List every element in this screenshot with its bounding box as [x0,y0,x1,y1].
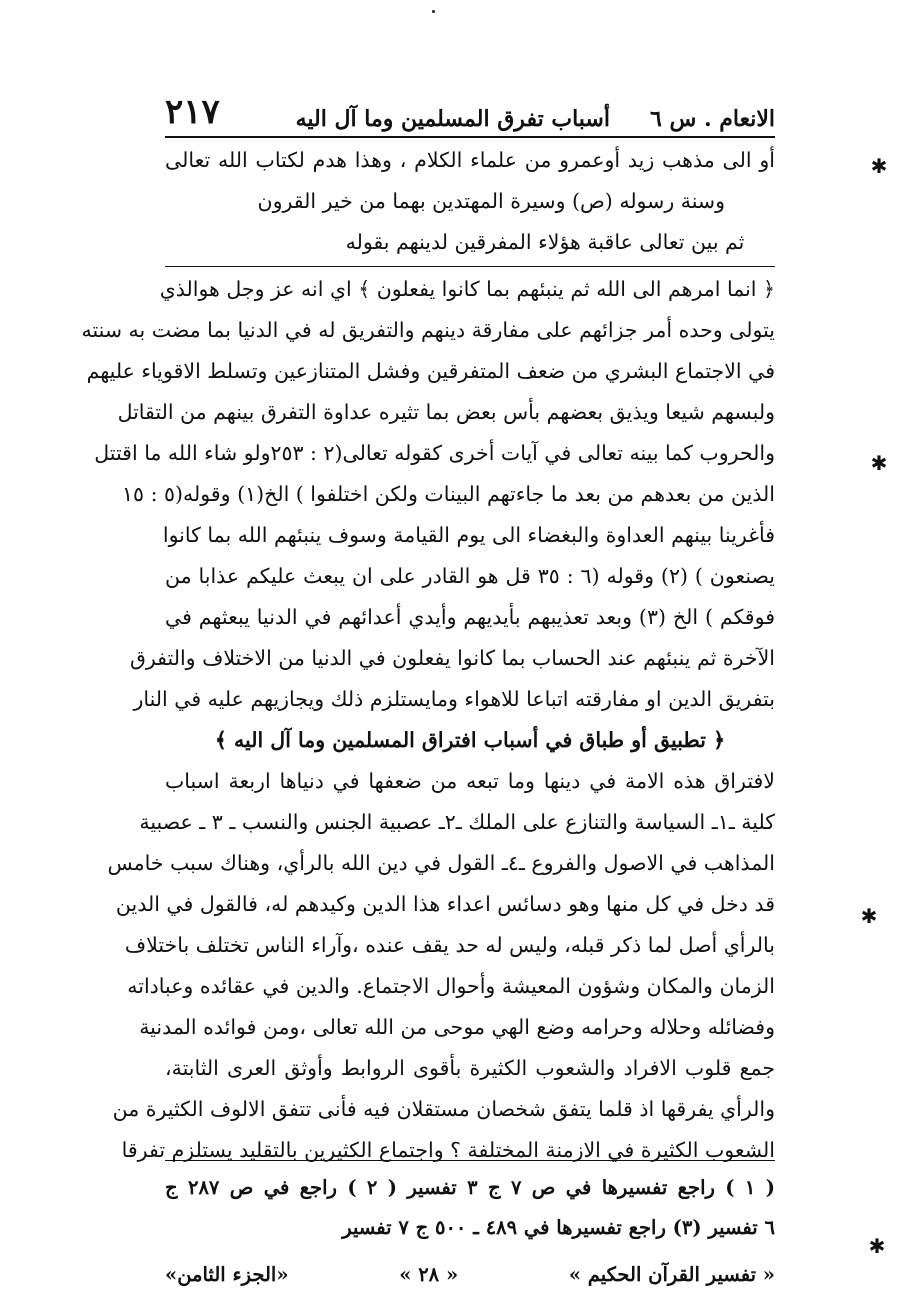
main-text [81,140,775,1171]
text-line: الذين من بعدهم من بعد ما جاءتهم البينات ولكن اختلفوا ) الخ(١) وقوله(٥ : ١٥ [122,482,775,506]
text-line: ولبسهم شيعا ويذيق بعضهم بأس بعض بما تثيره عداوة التفرق بينهم من التقاتل [117,400,775,424]
header-chapter: الانعام . س ٦ [649,106,775,132]
footer-part: «الجزء الثامن» [165,1262,289,1286]
page-number: ٢١٧ [165,92,220,132]
separator-rule [165,266,775,267]
text-line: الشعوب الكثيرة في الازمنة المختلفة ؟ واجتماع الكثيرين بالتقليد يستلزم تفرقا [121,1138,775,1162]
footer-book-title: « تفسير القرآن الحكيم » [568,1262,775,1286]
page-footer [165,1254,775,1294]
scan-speck [432,10,435,13]
text-line: والحروب كما بينه تعالى في آيات أخرى كقوله تعالى(٢ : ٢٥٣ولو شاء الله ما اقتتل [94,441,775,465]
section-heading: ﴿ تطبيق أو طباق في أسباب افتراق المسلمين وما آل اليه ﴾ [214,728,726,752]
text-line: كلية ـ١ـ السياسة والتنازع على الملك ـ٢ـ عصبية الجنس والنسب ـ ٣ ـ عصبية [139,810,775,834]
footnote-line: ٦ تفسير (٣) راجع تفسيرها في ٤٨٩ ـ ٥٠٠ ج ٧ تفسير [342,1216,775,1239]
text-line: الآخرة ثم ينبئهم عند الحساب بما كانوا يفعلون في الدنيا من الاختلاف والتفرق [129,646,775,670]
text-line: فوقكم ) الخ (٣) وبعد تعذيبهم بأيديهم وأيدي أعدائهم في الدنيا يبعثهم في [165,605,775,629]
text-line: يصنعون ) (٢) وقوله (٦ : ٣٥ قل هو القادر على ان يبعث عليكم عذابا من [165,564,775,588]
text-line: بتفريق الدين او مفارقته اتباعا للاهواء ومايستلزم ذلك ويجازيهم عليه في النار [133,687,775,711]
text-line: ثم بين تعالى عاقبة هؤلاء المفرقين لدينهم بقوله [345,230,745,254]
text-line: أو الى مذهب زيد أوعمرو من علماء الكلام ، وهذا هدم لكتاب الله تعالى [165,148,775,172]
running-header [165,88,775,138]
text-line: والرأي يفرقها اذ قلما يتفق شخصان مستقلان فيه فأنى تتفق الالوف الكثيرة من [112,1097,775,1121]
footnote-rule [165,1160,775,1161]
footnotes [165,1168,775,1248]
text-line: المذاهب في الاصول والفروع ـ٤ـ القول في دين الله بالرأي، وهناك سبب خامس [107,851,775,875]
margin-mark-icon: ✱ [860,904,878,928]
footer-sheet-number: « ٢٨ » [399,1262,459,1286]
margin-mark-icon: ✱ [870,451,888,475]
text-line: فأغرينا بينهم العداوة والبغضاء الى يوم القيامة وسوف ينبئهم الله بما كانوا [162,523,775,547]
text-line: الزمان والمكان وشؤون المعيشة وأحوال الاجتماع. والدين في عقائده وعباداته [127,974,775,998]
text-line: وفضائله وحلاله وحرامه وضع الهي موحى من الله تعالى ،ومن فوائده المدنية [139,1015,775,1039]
header-title: أسباب تفرق المسلمين وما آل اليه [295,106,610,132]
text-line: وسنة رسوله (ص) وسيرة المهتدين بهما من خير القرون [257,189,725,213]
footnote-line: ( ١ ) راجع تفسيرها في ص ٧ ج ٣ تفسير ( ٢ ) راجع في ص ٢٨٧ ج [165,1176,775,1199]
text-line: جمع قلوب الافراد والشعوب الكثيرة بأقوى الروابط وأوثق العرى الثابتة، [165,1056,775,1080]
text-line: لافتراق هذه الامة في دينها وما تبعه من ضعفها في دنياها اربعة اسباب [165,769,775,793]
text-line: ﴿ انما امرهم الى الله ثم ينبئهم بما كانوا يفعلون ﴾ اي انه عز وجل هوالذي [159,277,775,301]
margin-mark-icon: ✱ [868,1234,886,1258]
text-line: قد دخل في كل منها وهو دسائس اعداء هذا الدين وكيدهم له، فالقول في الدين [115,892,775,916]
text-line: يتولى وحده أمر جزائهم على مفارقة دينهم والتفريق له في الدنيا بما مضت به سنته [81,318,775,342]
margin-mark-icon: ✱ [870,154,888,178]
text-line: بالرأي أصل لما ذكر قبله، وليس له حد يقف عنده ،وآراء الناس تختلف باختلاف [124,933,775,957]
text-line: في الاجتماع البشري من ضعف المتفرقين وفشل المتنازعين وتسلط الاقوياء عليهم [86,359,775,383]
